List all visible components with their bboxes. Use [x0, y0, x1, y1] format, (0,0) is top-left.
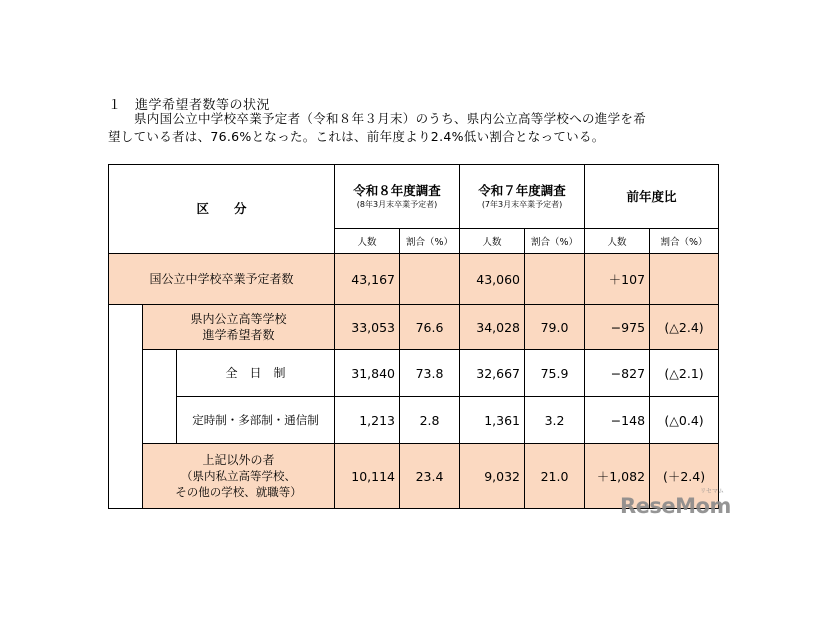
section-heading: １ 進学希望者数等の状況	[108, 98, 271, 113]
row-label-others	[143, 444, 335, 509]
indent-spacer-outer	[109, 305, 143, 509]
cell-r8-people: 43,167	[335, 254, 400, 305]
cell-r7-people: 34,028	[460, 305, 525, 350]
header-diff-people: 人数	[585, 229, 650, 254]
cell-diff-ratio: (＋2.4)	[650, 444, 719, 509]
row-label-public-hs-line2: 進学希望者数	[202, 328, 275, 342]
header-r8	[335, 165, 460, 229]
summary-line-1: 県内国公立中学校卒業予定者（令和８年３月末）のうち、県内公立高等学校への進学を希	[134, 111, 647, 126]
cell-r8-ratio: 73.8	[400, 350, 460, 397]
header-r7-people: 人数	[460, 229, 525, 254]
header-diff-title: 前年度比	[626, 188, 677, 204]
header-r7-title: 令和７年度調査	[478, 183, 566, 198]
summary-paragraph	[108, 110, 718, 146]
table-row	[109, 305, 719, 350]
cell-r7-people: 32,667	[460, 350, 525, 397]
summary-line-2: 望している者は、76.6%となった。これは、前年度より2.4%低い割合となっている。	[108, 129, 605, 144]
cell-diff-ratio	[650, 254, 719, 305]
header-r8-people: 人数	[335, 229, 400, 254]
header-r8-title: 令和８年度調査	[353, 183, 441, 198]
header-r7	[460, 165, 585, 229]
header-diff-ratio: 割合（%）	[650, 229, 719, 254]
header-r7-note: (7年3月末卒業予定者)	[481, 200, 563, 209]
cell-r8-people: 33,053	[335, 305, 400, 350]
cell-r7-ratio: 21.0	[525, 444, 585, 509]
cell-r8-ratio: 23.4	[400, 444, 460, 509]
row-label-others-line1: 上記以外の者	[202, 453, 275, 467]
row-label-others-line3: その他の学校、就職等）	[175, 485, 302, 499]
watermark-small-text: リセマム	[700, 488, 724, 495]
cell-r7-people: 9,032	[460, 444, 525, 509]
cell-r8-people: 1,213	[335, 397, 400, 444]
cell-r8-ratio: 76.6	[400, 305, 460, 350]
header-category-label: 区 分	[196, 201, 247, 216]
cell-r7-ratio	[525, 254, 585, 305]
resemom-watermark-logo	[620, 488, 731, 518]
row-label-public-hs	[143, 305, 335, 350]
table-row	[109, 350, 719, 397]
cell-diff-people: −975	[585, 305, 650, 350]
cell-r7-people: 43,060	[460, 254, 525, 305]
cell-r8-ratio: 2.8	[400, 397, 460, 444]
row-label-part-time: 定時制・多部制・通信制	[177, 397, 335, 444]
header-r7-ratio: 割合（%）	[525, 229, 585, 254]
cell-diff-people: −148	[585, 397, 650, 444]
header-r8-note: (8年3月末卒業予定者)	[356, 200, 438, 209]
survey-table	[108, 164, 719, 509]
header-category	[109, 165, 335, 254]
cell-r8-ratio	[400, 254, 460, 305]
cell-r8-people: 31,840	[335, 350, 400, 397]
cell-diff-people: −827	[585, 350, 650, 397]
row-label-public-hs-line1: 県内公立高等学校	[190, 312, 287, 326]
cell-r7-people: 1,361	[460, 397, 525, 444]
watermark-brand: ReseMom	[620, 494, 731, 518]
table-row	[109, 254, 719, 305]
header-r8-ratio: 割合（%）	[400, 229, 460, 254]
cell-diff-ratio: (△0.4)	[650, 397, 719, 444]
row-label-others-line2: （県内私立高等学校、	[181, 469, 296, 483]
cell-diff-ratio: (△2.1)	[650, 350, 719, 397]
cell-diff-people: ＋1,082	[585, 444, 650, 509]
row-label-full-time: 全 日 制	[177, 350, 335, 397]
row-label-total: 国公立中学校卒業予定者数	[109, 254, 335, 305]
table-row	[109, 397, 719, 444]
cell-r7-ratio: 3.2	[525, 397, 585, 444]
cell-diff-people: ＋107	[585, 254, 650, 305]
header-diff	[585, 165, 719, 229]
cell-r8-people: 10,114	[335, 444, 400, 509]
cell-r7-ratio: 79.0	[525, 305, 585, 350]
cell-diff-ratio: (△2.4)	[650, 305, 719, 350]
indent-spacer-inner	[143, 350, 177, 444]
cell-r7-ratio: 75.9	[525, 350, 585, 397]
